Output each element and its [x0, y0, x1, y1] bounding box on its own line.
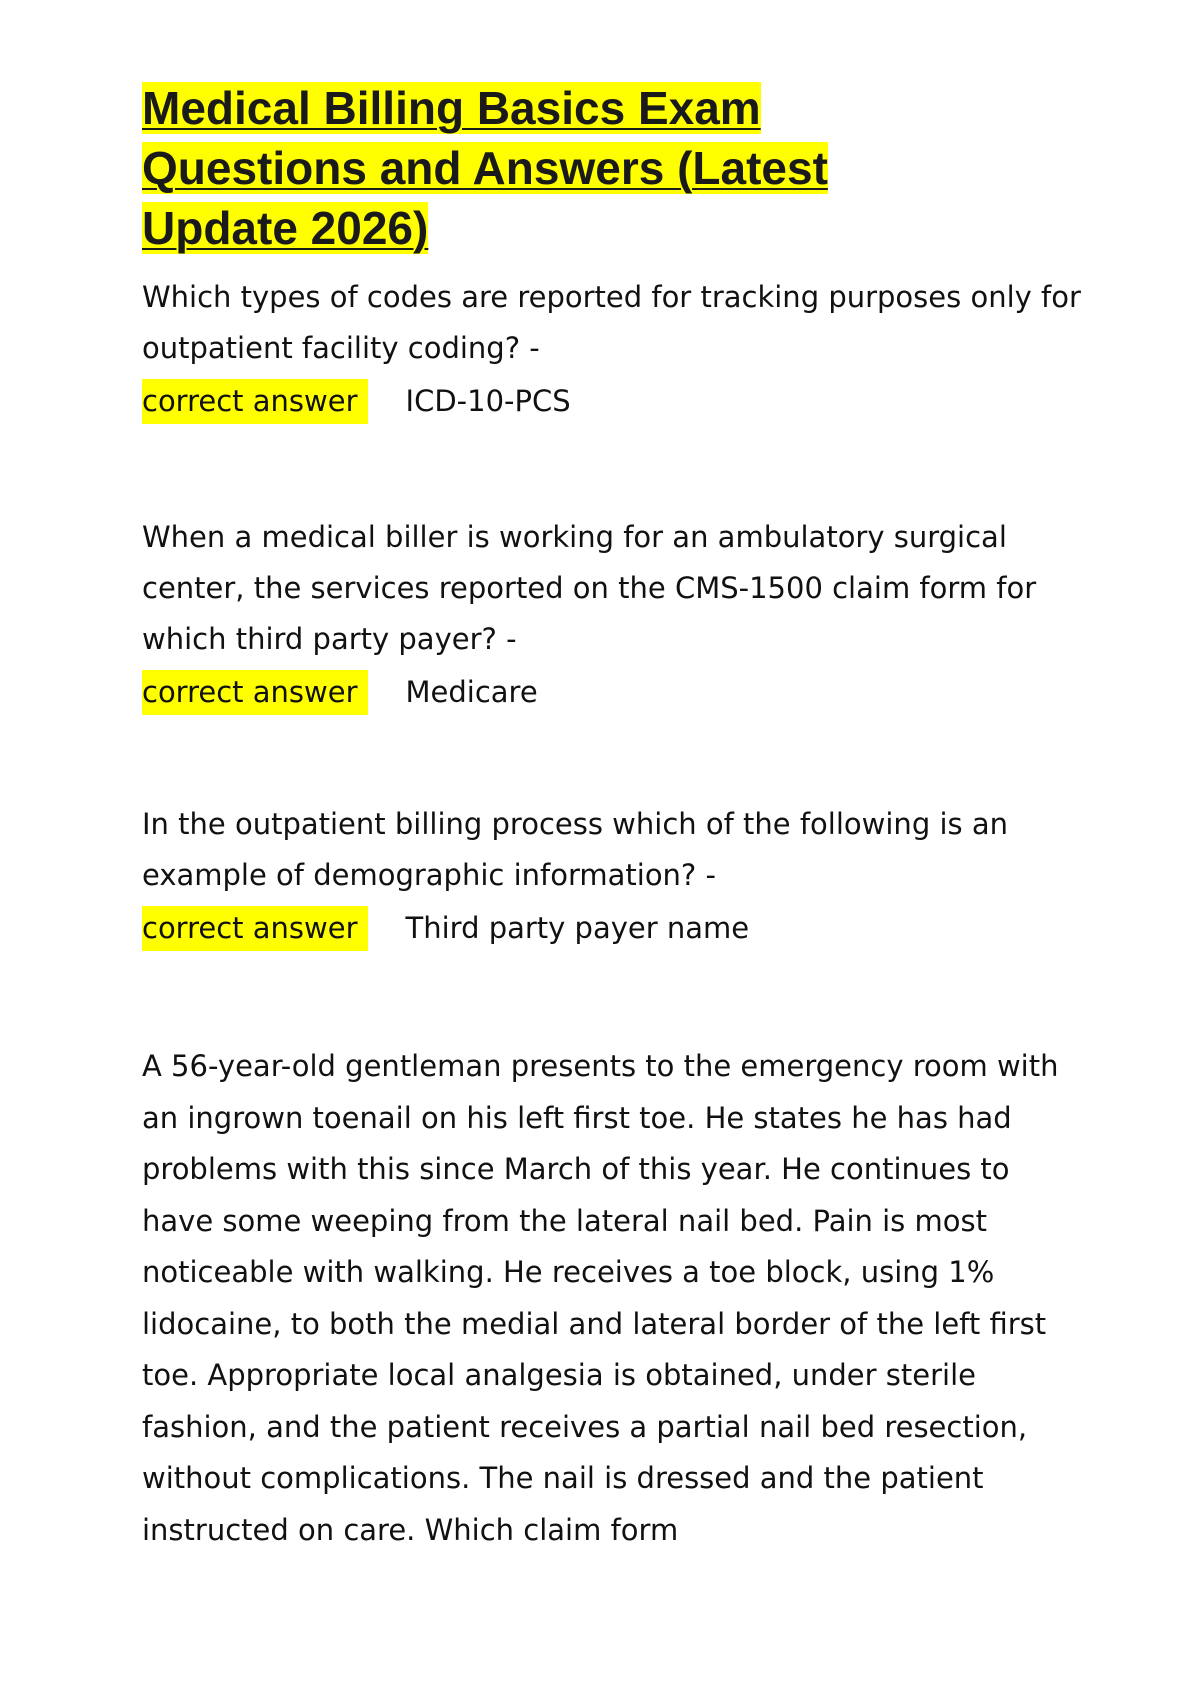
question-text: When a medical biller is working for an ambulatory surgical center, the services reported on the CMS-1500 claim form for which third party payer? -: [142, 520, 1037, 656]
question-text: Which types of codes are reported for tracking purposes only for outpatient facility coding? -: [142, 280, 1081, 365]
document-title: [142, 78, 922, 258]
question-text: A 56-year-old gentleman presents to the emergency room with an ingrown toenail on his left first toe. He states he has had problems with this since March of this year. He continues to have some weeping from the lateral nail bed. Pain is most noticeable with walking. He receives a toe block, using 1% lidocaine, to both the medial and lateral border of the left first toe. Appropriate local analgesia is obtained, under sterile fashion, and the patient receives a partial nail bed resection, without complications. The nail is dressed and the patient instructed on care. Which claim form: [142, 1049, 1059, 1547]
correct-answer-label: correct answer: [142, 379, 368, 424]
correct-answer-label: correct answer: [142, 670, 368, 715]
answer-line: [142, 374, 1082, 425]
title-line-2: Questions and Answers (Latest: [142, 142, 828, 194]
answer-text: ICD-10-PCS: [405, 383, 571, 418]
correct-answer-label: correct answer: [142, 906, 368, 951]
qa-item: [142, 512, 1082, 716]
title-line-1: Medical Billing Basics Exam: [142, 82, 761, 134]
qa-item: [142, 1041, 1082, 1556]
qa-item: [142, 799, 1082, 952]
qa-item: [142, 272, 1082, 425]
answer-text: Third party payer name: [405, 910, 750, 945]
answer-text: Medicare: [405, 674, 538, 709]
title-line-3: Update 2026): [142, 202, 429, 254]
question-text: In the outpatient billing process which of the following is an example of demographic information? -: [142, 807, 1008, 892]
answer-line: [142, 665, 1082, 716]
answer-line: [142, 901, 1082, 952]
